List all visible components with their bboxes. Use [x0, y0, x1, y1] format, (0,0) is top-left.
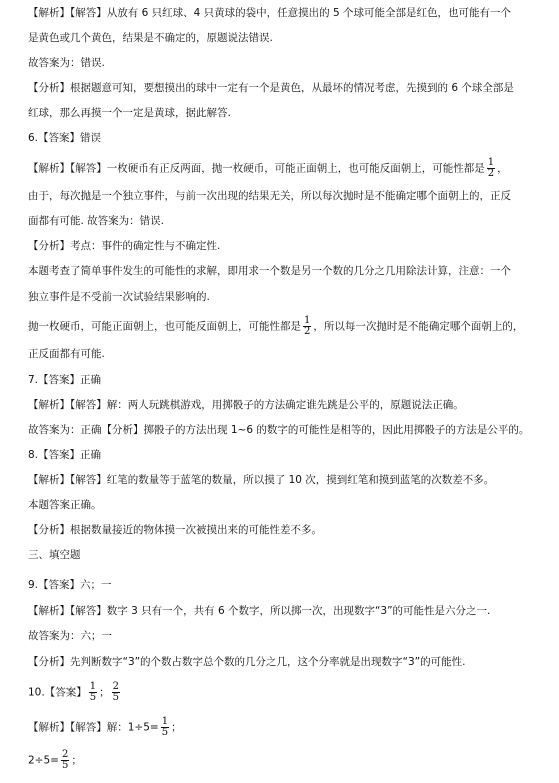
- fraction: $\frac{1}{2}$: [304, 315, 311, 337]
- text-line: 抛一枚硬币，可能正面朝上，也可能反面朝上，可能性都是 $\frac{1}{2}$ ，所以每一次抛时是不能确定哪个面朝上的，: [28, 315, 524, 337]
- text-line: 本题考查了简单事件发生的可能性的求解，即用求一个数是另一个数的几分之几用除法计算，注意：一个: [28, 265, 511, 277]
- text-line: 【分析】先判断数字“3”的个数占数字总个数的几分之几，这个分率就是出现数字“3”的可能性.: [28, 656, 466, 668]
- text-line: 【解析】【解答】数字 3 只有一个，共有 6 个数字，所以掷一次，出现数字“3”的可能性是六分之一.: [28, 605, 491, 617]
- text-line: 红球，那么再摸一个一定是黄球，据此解答.: [28, 107, 231, 119]
- fraction: $\frac{1}{5}$: [89, 681, 97, 703]
- text-line: 独立事件是不受前一次试验结果影响的.: [28, 291, 210, 303]
- text-line: 故答案为：六；一: [28, 630, 112, 642]
- answer-heading: 6.【答案】错误: [28, 132, 102, 144]
- text-line: 【解析】【解答】解：1÷5= $\frac{1}{5}$ ；: [28, 716, 182, 738]
- answer-heading: 10.【答案】 $\frac{1}{5}$ ； $\frac{2}{5}$: [28, 681, 119, 703]
- text-line: 【解析】【解答】一枚硬币有正反两面，抛一枚硬币，可能正面朝上，也可能反面朝上，可能性都是 $\frac{1}{2}$ ，: [28, 157, 508, 179]
- fraction: $\frac{2}{5}$: [61, 749, 69, 771]
- section-heading: 三、填空题: [28, 549, 81, 561]
- text-line: 本题答案正确。: [28, 499, 102, 511]
- fraction: $\frac{1}{5}$: [161, 716, 169, 738]
- text-line: 【解析】【解答】从放有 6 只红球、4 只黄球的袋中，任意摸出的 5 个球可能全部是红色，也可能有一个: [28, 7, 511, 19]
- fraction: $\frac{1}{2}$: [487, 157, 495, 179]
- text-line: 【解析】【解答】解：两人玩跳棋游戏，用掷骰子的方法确定谁先跳是公平的，原题说法正确。: [28, 399, 464, 411]
- text-line: 故答案为：错误.: [28, 57, 105, 69]
- text-line: 【解析】【解答】红笔的数量等于蓝笔的数量，所以摸了 10 次，摸到红笔和摸到蓝笔的次数差不多。: [28, 474, 495, 486]
- fraction: $\frac{2}{5}$: [112, 681, 119, 703]
- text-line: 正反面都有可能.: [28, 348, 105, 360]
- answer-heading: 9.【答案】六；一: [28, 579, 112, 591]
- text-line: 【分析】根据数量接近的物体摸一次被摸出来的可能性差不多。: [28, 524, 322, 536]
- text-line: 故答案为：正确【分析】掷骰子的方法出现 1~6 的数字的可能性是相等的，因此用掷骰子的方法是公平的。: [28, 424, 530, 436]
- text-line: 2÷5= $\frac{2}{5}$ ；: [28, 749, 82, 771]
- text-line: 【分析】根据题意可知，要想摸出的球中一定有一个是黄色，从最坏的情况考虑，先摸到的 6 个球全部是: [28, 82, 514, 94]
- text-line: 面都有可能. 故答案为：错误.: [28, 215, 165, 227]
- text-line: 由于，每次抛是一个独立事件，与前一次出现的结果无关，所以每次抛时是不能确定哪个面朝上的，正反: [28, 190, 511, 202]
- answer-heading: 8.【答案】正确: [28, 449, 102, 461]
- answer-heading: 7.【答案】正确: [28, 374, 102, 386]
- text-line: 【分析】考点：事件的确定性与不确定性.: [28, 240, 221, 252]
- text-line: 是黄色或几个黄色，结果是不确定的，原题说法错误.: [28, 32, 273, 44]
